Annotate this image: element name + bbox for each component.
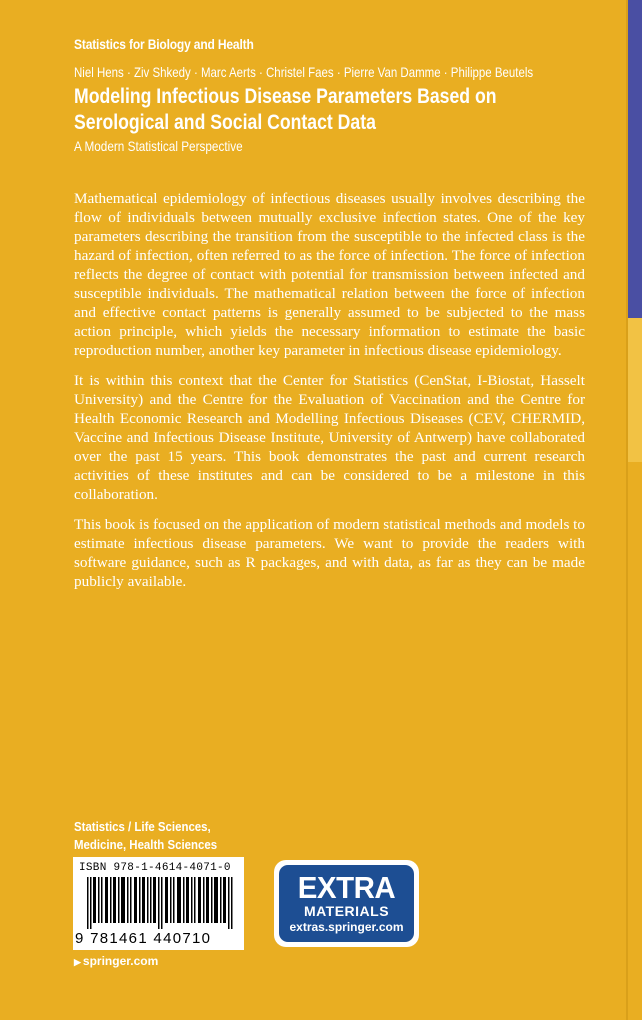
blurb-paragraph-1: Mathematical epidemiology of infectious diseases usually involves describing the flow of individuals between mutually exclusive infection states. One of the key parameters describing the transition from the susceptible to the infected class is the hazard of infection, often referred to as the force of infection. The force of infection reflects the degree of contact with potential for transmission between infected and susceptible individuals. The mathematical relation between the force of infection and effective contact patterns is generally assumed to be subjected to the mass action principle, which yields the necessary information to estimate the basic reproduction number, another key parameter in infectious disease epidemiology. <box>74 190 585 359</box>
spine-divider <box>626 0 628 1020</box>
barcode-digits: 9 781461 440710 <box>75 930 212 947</box>
spine-edge-cream <box>628 318 642 462</box>
blurb-paragraph-2: It is within this context that the Center for Statistics (CenStat, I-Biostat, Hasselt University) and the Centre for the Evaluation of Vaccination and the Centre for Health Economic Research and Modelling Infectious Diseases (CEV, CHERMID, Vaccine and Infectious Disease Institute, University of Antwerp) have collaborated over the past 15 years. This book demonstrates the past and current research activities of these institutes and can be considered to be a milestone in this collaboration. <box>74 372 585 503</box>
spine-edge-blue <box>628 0 642 318</box>
isbn-barcode <box>73 857 244 950</box>
badge-main-text: EXTRA <box>297 870 396 905</box>
subject-line-2: Medicine, Health Sciences <box>74 837 218 852</box>
book-title <box>74 84 511 136</box>
badge-inner <box>279 865 414 942</box>
book-subtitle: A Modern Statistical Perspective <box>74 138 243 154</box>
title-line-1: Modeling Infectious Disease Parameters Based on <box>74 85 497 108</box>
extra-materials-badge <box>274 860 419 947</box>
arrow-right-icon: ▶ <box>74 957 81 967</box>
isbn-label: ISBN 978-1-4614-4071-0 <box>79 862 231 874</box>
blurb-paragraph-3: This book is focused on the application of modern statistical methods and models to estimate infectious disease parameters. We want to provide the readers with software guidance, such as R packages, and with data, as far as they can be made publicly available. <box>74 516 585 590</box>
badge-url: extras.springer.com <box>289 920 404 934</box>
authors: Niel Hens · Ziv Shkedy · Marc Aerts · Christel Faes · Pierre Van Damme · Philippe Beutels <box>74 64 534 80</box>
series-title: Statistics for Biology and Health <box>74 36 254 52</box>
subject-category <box>74 818 217 854</box>
publisher-link[interactable] <box>74 954 158 968</box>
title-line-2: Serological and Social Contact Data <box>74 111 376 134</box>
blurb <box>74 189 585 602</box>
badge-sub-text: MATERIALS <box>303 903 390 919</box>
barcode-bars <box>87 877 233 929</box>
publisher-url: springer.com <box>82 954 159 968</box>
subject-line-1: Statistics / Life Sciences, <box>74 819 211 834</box>
